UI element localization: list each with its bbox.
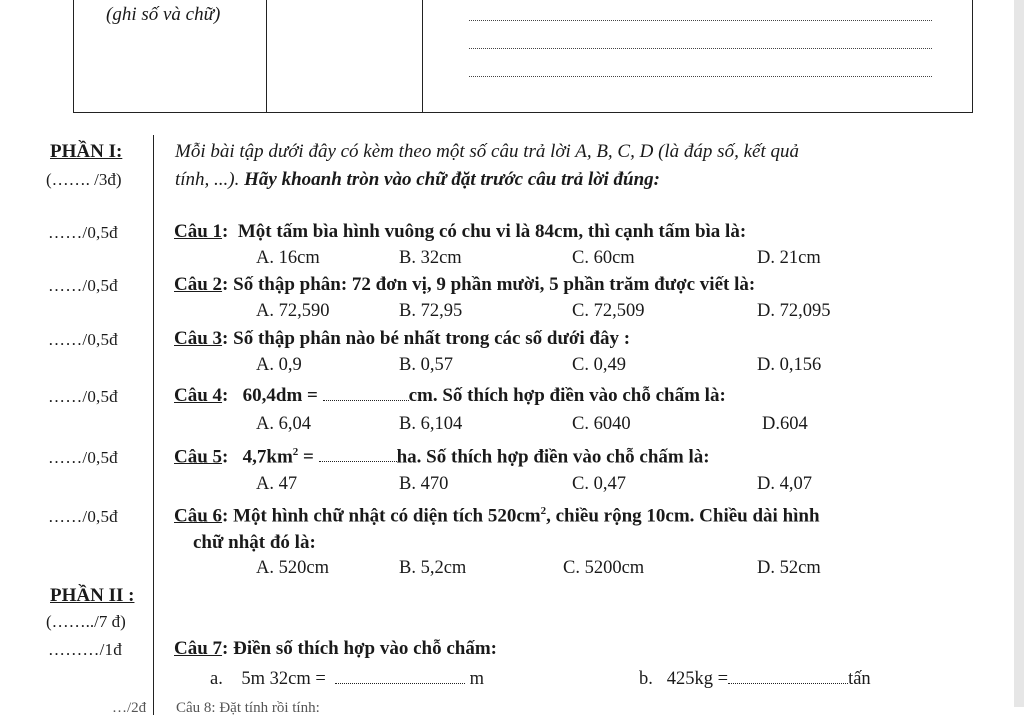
q4-option-b[interactable]: B. 6,104 xyxy=(399,414,463,434)
q3-score: ……/0,5đ xyxy=(48,330,118,349)
q7-item-b xyxy=(639,669,871,690)
header-table xyxy=(73,0,973,113)
q4-score: ……/0,5đ xyxy=(48,387,118,406)
intro-bold: Hãy khoanh tròn vào chữ đặt trước câu trả lời đúng: xyxy=(244,169,660,190)
q5-option-d[interactable]: D. 4,07 xyxy=(757,474,812,494)
cutoff-question: Câu 8: Đặt tính rồi tính: xyxy=(176,700,320,716)
header-divider xyxy=(266,0,267,112)
header-divider xyxy=(422,0,423,112)
q6-option-c[interactable]: C. 5200cm xyxy=(563,558,645,578)
q5-option-b[interactable]: B. 470 xyxy=(399,474,449,494)
part1-score: (……. /3đ) xyxy=(46,170,122,189)
q7-label: Câu 7 xyxy=(174,638,223,659)
q4-body-b: cm. Số thích hợp điền vào chỗ chấm là: xyxy=(408,385,726,406)
q7-a-blank[interactable] xyxy=(335,669,465,684)
q7-item-a xyxy=(210,669,484,690)
q6-option-a[interactable]: A. 520cm xyxy=(256,558,329,578)
q5-text: Câu 5: $4,7km^2$ = ha. Số thích hợp điền vào chỗ chấm là: xyxy=(174,446,710,468)
q5-blank[interactable] xyxy=(319,447,397,462)
part2-title: PHẦN II : xyxy=(50,585,135,606)
q4-option-d[interactable]: D.604 xyxy=(762,414,808,434)
part1-intro-line2 xyxy=(175,169,660,191)
part1-title: PHẦN I: xyxy=(50,141,123,162)
answer-dotted-line xyxy=(469,20,932,21)
q7-score: ………/1đ xyxy=(48,640,122,659)
q5-option-c[interactable]: C. 0,47 xyxy=(572,474,626,494)
q1-option-c[interactable]: C. 60cm xyxy=(572,248,635,268)
header-note: (ghi số và chữ) xyxy=(106,4,221,25)
q1-text: Câu 1: Một tấm bìa hình vuông có chu vi là 84cm, thì cạnh tấm bìa là: xyxy=(174,221,747,242)
page-edge xyxy=(1014,0,1024,707)
q7-a-unit: m xyxy=(469,669,485,689)
q1-score: ……/0,5đ xyxy=(48,223,118,242)
q6-text-line2: chữ nhật đó là: xyxy=(193,532,316,553)
q7-b-label: b. xyxy=(639,669,653,689)
q2-option-a[interactable]: A. 72,590 xyxy=(256,301,330,321)
q2-text: Câu 2: Số thập phân: 72 đơn vị, 9 phần mười, 5 phần trăm được viết là: xyxy=(174,274,756,295)
q1-option-a[interactable]: A. 16cm xyxy=(256,248,320,268)
q1-body: Một tấm bìa hình vuông có chu vi là 84cm, thì cạnh tấm bìa là: xyxy=(237,221,747,242)
q5-label: Câu 5 xyxy=(174,446,223,468)
q3-label: Câu 3 xyxy=(174,328,223,349)
q2-label: Câu 2 xyxy=(174,274,223,295)
q5-score: ……/0,5đ xyxy=(48,448,118,467)
answer-dotted-line xyxy=(469,48,932,49)
part1-intro-line1: Mỗi bài tập dưới đây có kèm theo một số câu trả lời A, B, C, D (là đáp số, kết quả xyxy=(175,141,799,162)
q1-label: Câu 1 xyxy=(174,221,223,242)
q5-body-a: 4,7km xyxy=(242,446,293,468)
q2-option-d[interactable]: D. 72,095 xyxy=(757,301,831,321)
q3-option-a[interactable]: A. 0,9 xyxy=(256,355,302,375)
intro-plain: tính, ...). xyxy=(175,169,240,190)
q2-score: ……/0,5đ xyxy=(48,276,118,295)
q4-blank[interactable] xyxy=(323,386,409,401)
score-column-divider xyxy=(153,135,154,715)
q2-option-c[interactable]: C. 72,509 xyxy=(572,301,645,321)
q7-b-unit: tấn xyxy=(848,669,871,689)
q5-body-c: ha. Số thích hợp điền vào chỗ chấm là: xyxy=(396,446,710,468)
q2-option-b[interactable]: B. 72,95 xyxy=(399,301,463,321)
q6-body-b: , chiều rộng 10cm. Chiều dài hình xyxy=(546,505,820,527)
q6-option-b[interactable]: B. 5,2cm xyxy=(399,558,467,578)
q6-score: ……/0,5đ xyxy=(48,507,118,526)
q3-body: Số thập phân nào bé nhất trong các số dưới đây : xyxy=(233,328,631,349)
q6-label: Câu 6 xyxy=(174,505,223,527)
q3-option-b[interactable]: B. 0,57 xyxy=(399,355,453,375)
q7-a-label: a. xyxy=(210,669,223,689)
cutoff-score: …/2đ xyxy=(112,700,147,716)
part2-score: (……../7 đ) xyxy=(46,612,126,631)
q2-body: Số thập phân: 72 đơn vị, 9 phần mười, 5 phần trăm được viết là: xyxy=(233,274,756,295)
q7-b-text: 425kg = xyxy=(666,669,729,689)
q3-text: Câu 3: Số thập phân nào bé nhất trong các số dưới đây : xyxy=(174,328,631,349)
q6-body-a: Một hình chữ nhật có diện tích 520cm xyxy=(233,505,541,527)
q6-text: Câu 6: Một hình chữ nhật có diện tích $520cm^2$, chiều rộng 10cm. Chiều dài hình xyxy=(174,505,820,527)
answer-dotted-line xyxy=(469,76,932,77)
q6-superscript: 2 xyxy=(540,505,547,517)
q1-option-d[interactable]: D. 21cm xyxy=(757,248,821,268)
q5-body-b: = xyxy=(298,446,314,468)
q7-a-text: 5m 32cm = xyxy=(241,669,326,689)
q7-body: Điền số thích hợp vào chỗ chấm: xyxy=(233,638,498,659)
q3-option-c[interactable]: C. 0,49 xyxy=(572,355,626,375)
q5-superscript: 2 xyxy=(292,446,299,458)
q5-option-a[interactable]: A. 47 xyxy=(256,474,298,494)
q4-option-a[interactable]: A. 6,04 xyxy=(256,414,311,434)
q3-option-d[interactable]: D. 0,156 xyxy=(757,355,822,375)
q4-label: Câu 4 xyxy=(174,385,223,406)
q7-text: Câu 7: Điền số thích hợp vào chỗ chấm: xyxy=(174,638,498,659)
q4-option-c[interactable]: C. 6040 xyxy=(572,414,631,434)
q4-body-a: 60,4dm = xyxy=(242,385,318,406)
q1-option-b[interactable]: B. 32cm xyxy=(399,248,462,268)
q4-text: Câu 4: 60,4dm = cm. Số thích hợp điền vào chỗ chấm là: xyxy=(174,385,726,406)
q6-option-d[interactable]: D. 52cm xyxy=(757,558,821,578)
q7-b-blank[interactable] xyxy=(728,669,848,684)
